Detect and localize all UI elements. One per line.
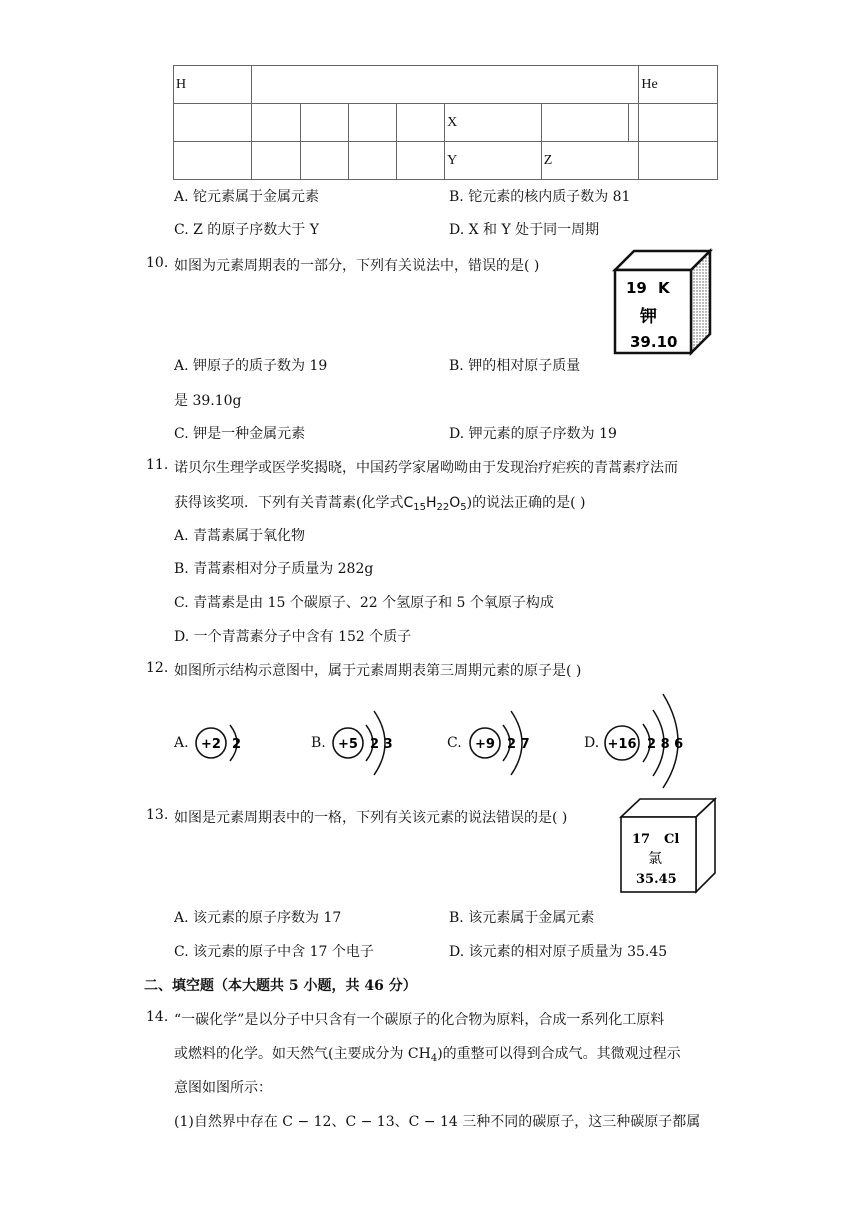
table-cell — [300, 142, 348, 180]
table-cell — [639, 142, 718, 180]
formula-subscript: 4 — [430, 1053, 438, 1064]
q13-option-a: A. 该元素的原子序数为 17 — [174, 910, 342, 926]
table-cell — [541, 104, 628, 142]
q11-option-b: B. 青蒿素相对分子质量为 282g — [174, 561, 374, 577]
atom-a-label: A. — [174, 735, 189, 751]
table-cell — [174, 104, 252, 142]
q11-option-a: A. 青蒿素属于氧化物 — [174, 528, 306, 544]
q9-option-a: A. 铊元素属于金属元素 — [174, 189, 320, 205]
formula-element: C — [403, 495, 414, 511]
electron-shells: 2 8 6 — [647, 737, 684, 752]
formula-subscript: 5 — [460, 502, 467, 513]
electron-shells: 2 7 — [507, 737, 530, 752]
nucleus-charge: +9 — [475, 737, 495, 752]
stem-text: 或燃料的化学。如天然气(主要成分为 CH — [174, 1046, 431, 1062]
formula-element: H — [425, 495, 437, 511]
question-subpart-1: (1)自然界中存在 C − 12、C − 13、C − 14 三种不同的碳原子，这三种碳原子都属 — [174, 1114, 701, 1130]
question-stem-line2 — [174, 492, 586, 513]
formula-subscript: 22 — [436, 502, 450, 513]
table-cell — [639, 104, 718, 142]
q13-option-b: B. 该元素属于金属元素 — [449, 910, 595, 926]
question-stem: 如图是元素周期表中的一格，下列有关该元素的说法错误的是( ) — [174, 810, 568, 826]
table-cell-h: H — [174, 66, 252, 104]
q11-option-c: C. 青蒿素是由 15 个碳原子、22 个氢原子和 5 个氧原子构成 — [174, 595, 554, 611]
q10-option-a: A. 钾原子的质子数为 19 — [174, 358, 328, 374]
question-stem-line1: 诺贝尔生理学或医学奖揭晓，中国药学家屠呦呦由于发现治疗疟疾的青蒿素疗法而 — [174, 460, 678, 476]
question-number: 14. — [146, 1009, 169, 1025]
chemical-formula — [403, 495, 466, 511]
nucleus-charge: +2 — [201, 737, 221, 752]
atom-b-diagram — [330, 705, 400, 781]
stem-text: )的重整可以得到合成气。其微观过程示 — [437, 1046, 681, 1062]
nucleus-charge: +16 — [607, 737, 637, 752]
table-row — [174, 66, 718, 104]
table-row — [174, 142, 718, 180]
element-symbol: K — [658, 279, 670, 297]
potassium-element-card — [612, 248, 714, 356]
electron-shells: 2 — [232, 737, 242, 752]
element-number: 17 — [632, 832, 651, 847]
table-cell-y: Y — [445, 142, 542, 180]
table-cell — [348, 142, 396, 180]
element-mass: 39.10 — [630, 333, 678, 351]
q10-option-b: B. 钾的相对原子质量 — [449, 358, 581, 374]
table-cell — [396, 104, 444, 142]
q13-option-d: D. 该元素的相对原子质量为 35.45 — [449, 944, 668, 960]
q9-option-b: B. 铊元素的核内质子数为 81 — [449, 189, 631, 205]
atom-d-label: D. — [584, 735, 600, 751]
stem-text: )的说法正确的是( ) — [466, 495, 586, 511]
question-stem: 如图为元素周期表的一部分，下列有关说法中，错误的是( ) — [174, 258, 540, 274]
element-number: 19 — [626, 279, 647, 297]
chlorine-element-card — [618, 797, 718, 895]
nucleus-charge: +5 — [338, 737, 358, 752]
table-cell — [628, 104, 639, 142]
question-number: 13. — [146, 807, 169, 823]
atom-c-diagram — [467, 705, 537, 781]
table-cell — [348, 104, 396, 142]
table-cell-x: X — [445, 104, 542, 142]
section-heading: 二、填空题（本大题共 5 小题，共 46 分） — [144, 978, 417, 994]
table-cell-empty — [252, 66, 639, 104]
table-cell-z: Z — [541, 142, 639, 180]
table-cell — [396, 142, 444, 180]
table-cell-he: He — [639, 66, 718, 104]
question-stem-line1: “一碳化学”是以分子中只含有一个碳原子的化合物为原料，合成一系列化工原料 — [174, 1012, 665, 1028]
element-name: 氯 — [648, 851, 662, 867]
element-mass: 35.45 — [636, 872, 677, 887]
table-cell — [252, 104, 300, 142]
table-cell — [300, 104, 348, 142]
question-stem-line3: 意图如图所示： — [174, 1080, 272, 1096]
q10-option-c: C. 钾是一种金属元素 — [174, 426, 306, 442]
periodic-table-fragment — [173, 65, 718, 180]
stem-text: 获得该奖项．下列有关青蒿素(化学式 — [174, 495, 404, 511]
electron-shells: 2 3 — [370, 737, 393, 752]
element-symbol: Cl — [664, 832, 680, 847]
question-number: 11. — [146, 457, 169, 473]
atom-c-label: C. — [447, 735, 462, 751]
formula-element: O — [449, 495, 461, 511]
question-stem: 如图所示结构示意图中，属于元素周期表第三周期元素的原子是( ) — [174, 663, 582, 679]
table-row — [174, 104, 718, 142]
table-cell — [174, 142, 252, 180]
q10-option-d: D. 钾元素的原子序数为 19 — [449, 426, 617, 442]
table-cell — [252, 142, 300, 180]
q13-option-c: C. 该元素的原子中含 17 个电子 — [174, 944, 374, 960]
atom-a-diagram — [194, 715, 254, 771]
q11-option-d: D. 一个青蒿素分子中含有 152 个质子 — [174, 629, 412, 645]
q10-option-b-continued: 是 39.10g — [174, 393, 242, 409]
q9-option-d: D. X 和 Y 处于同一周期 — [449, 222, 600, 238]
formula-subscript: 15 — [413, 502, 426, 513]
atom-d-diagram — [603, 690, 693, 790]
question-stem-line2 — [174, 1043, 681, 1064]
atom-b-label: B. — [311, 735, 326, 751]
question-number: 10. — [146, 255, 169, 271]
question-number: 12. — [146, 660, 169, 676]
element-name: 钾 — [640, 307, 657, 327]
q9-option-c: C. Z 的原子序数大于 Y — [174, 222, 319, 238]
